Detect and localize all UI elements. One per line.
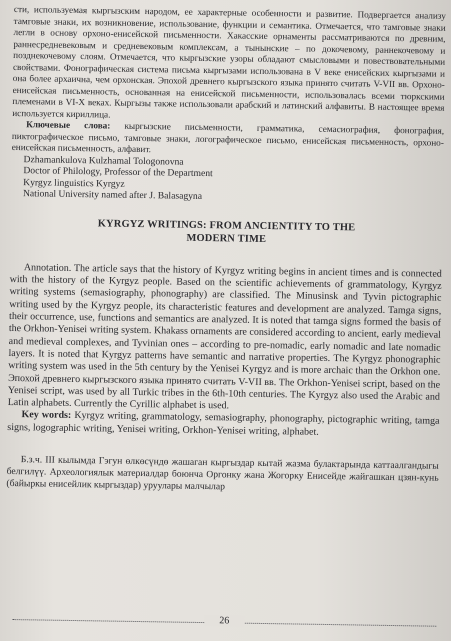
page-number: 26	[204, 615, 244, 627]
author-university: National University named after J. Balasagyna	[22, 188, 203, 203]
page-content	[6, 4, 446, 627]
english-keywords-label: Key words:	[21, 409, 72, 422]
article-title	[10, 216, 442, 249]
russian-keywords-text: кыргызские письменности, грамматика, семасиография, фонография, пиктографическое письмо, тамговые знаки, логографическое письмо, енисейская письменность, орхоно-енисейская письменность, алфавит.	[11, 120, 445, 155]
author-block	[23, 154, 444, 207]
author-department: Kyrgyz linguistics Kyrgyz	[23, 176, 125, 190]
russian-abstract: сти, используемая кыргызским народом, ее характерные особенности и развитие. Подвергается анализу тамговые знаки, их возникновение, использование, функции и семантика. Отмечается, что тамговые знаки легли в основу орхоно-енисейской письменности. Хакасские орнаменты рассматриваются по древним, раннесредневековым и средневековым комплексам, а тынынские – по докочевому, раннекочевому и позднекочевому слоям. Отмечается, что кыргызские узоры обладают смысловыми и повествовательными свойствами. Фонографическая система письма кыргызами использована в V веке енисейских кыргызами и она более архаична, чем орхонская. Эпохой древнего кыргызского языка принято считать V-VII вв. Орхоно-енисейская письменность, основанная на енисейской письменности, использовалась всеми тюркскими племенами в VI-X веках. Кыргызы также использовали арабский и латинский алфавиты. В настоящее время используется кириллица.	[12, 4, 446, 120]
kyrgyz-paragraph: Б.з.ч. III кылымда Гэгун өлкөсүндө жашаган кыргыздар кытай жазма булактарында каттаалгандыгы белгилүү. Археологиялык материалдар боюнча Оргонку жана Жогорку Енисейде жайгашкан цзян-кунь (байыркы енисейлик кыргыздар) уруулары малчылар	[6, 454, 439, 493]
english-abstract: Annotation. The article says that the history of Kyrgyz writing begins in ancient times and is connected with the history of the Kyrgyz people. Based on the scientific achievements of grammatology, Kyrgyz writing systems (semasiography, phonography) are classified. The Minusinsk and Tyvin pictographic writing used by the Kyrgyz people, its characteristic features and development are analyzed. Tamga signs, their occurrence, use, functions and semantics are analyzed. It is noted that tamga signs formed the basis of the Orkhon-Yenisei writing system. Khakass ornaments are considered according to ancient, early medieval and medieval complexes, and Tyvinian ones – according to pre-nomadic, early nomadic and late nomadic layers. It is noted that Kyrgyz patterns have semantic and narrative properties. The Kyrgyz phonographic writing system was used in the 5th century by the Yenisei Kyrgyz and is more archaic than the Orkhon one. Эпохой древнего кыргызского языка принято считать V-VII вв. The Orkhon-Yenisei script, based on the Yenisei script, was used by all Turkic tribes in the 6th-10th centuries. The Kyrgyz also used the Arabic and Latin alphabets. Currently the Cyrillic alphabet is used.	[7, 262, 442, 412]
english-keywords-text: Kyrgyz writing, grammatology, semasiography, phonography, pictographic writing, tamga signs, logographic writing, Yenisei writing, Orkhon-Yenisei writing, alphabet.	[7, 410, 440, 438]
author-name: Dzhamankulova Kulzhamal Tologonovna	[23, 153, 184, 168]
article-title-line2: MODERN TIME	[186, 232, 267, 245]
russian-keywords-label: Ключевые слова:	[26, 119, 111, 131]
author-degree: Doctor of Philology, Professor of the Department	[23, 165, 213, 180]
page-footer	[4, 612, 436, 633]
article-title-line1: KYRGYZ WRITINGS: FROM ANCIENTITY TO THE	[97, 218, 356, 234]
